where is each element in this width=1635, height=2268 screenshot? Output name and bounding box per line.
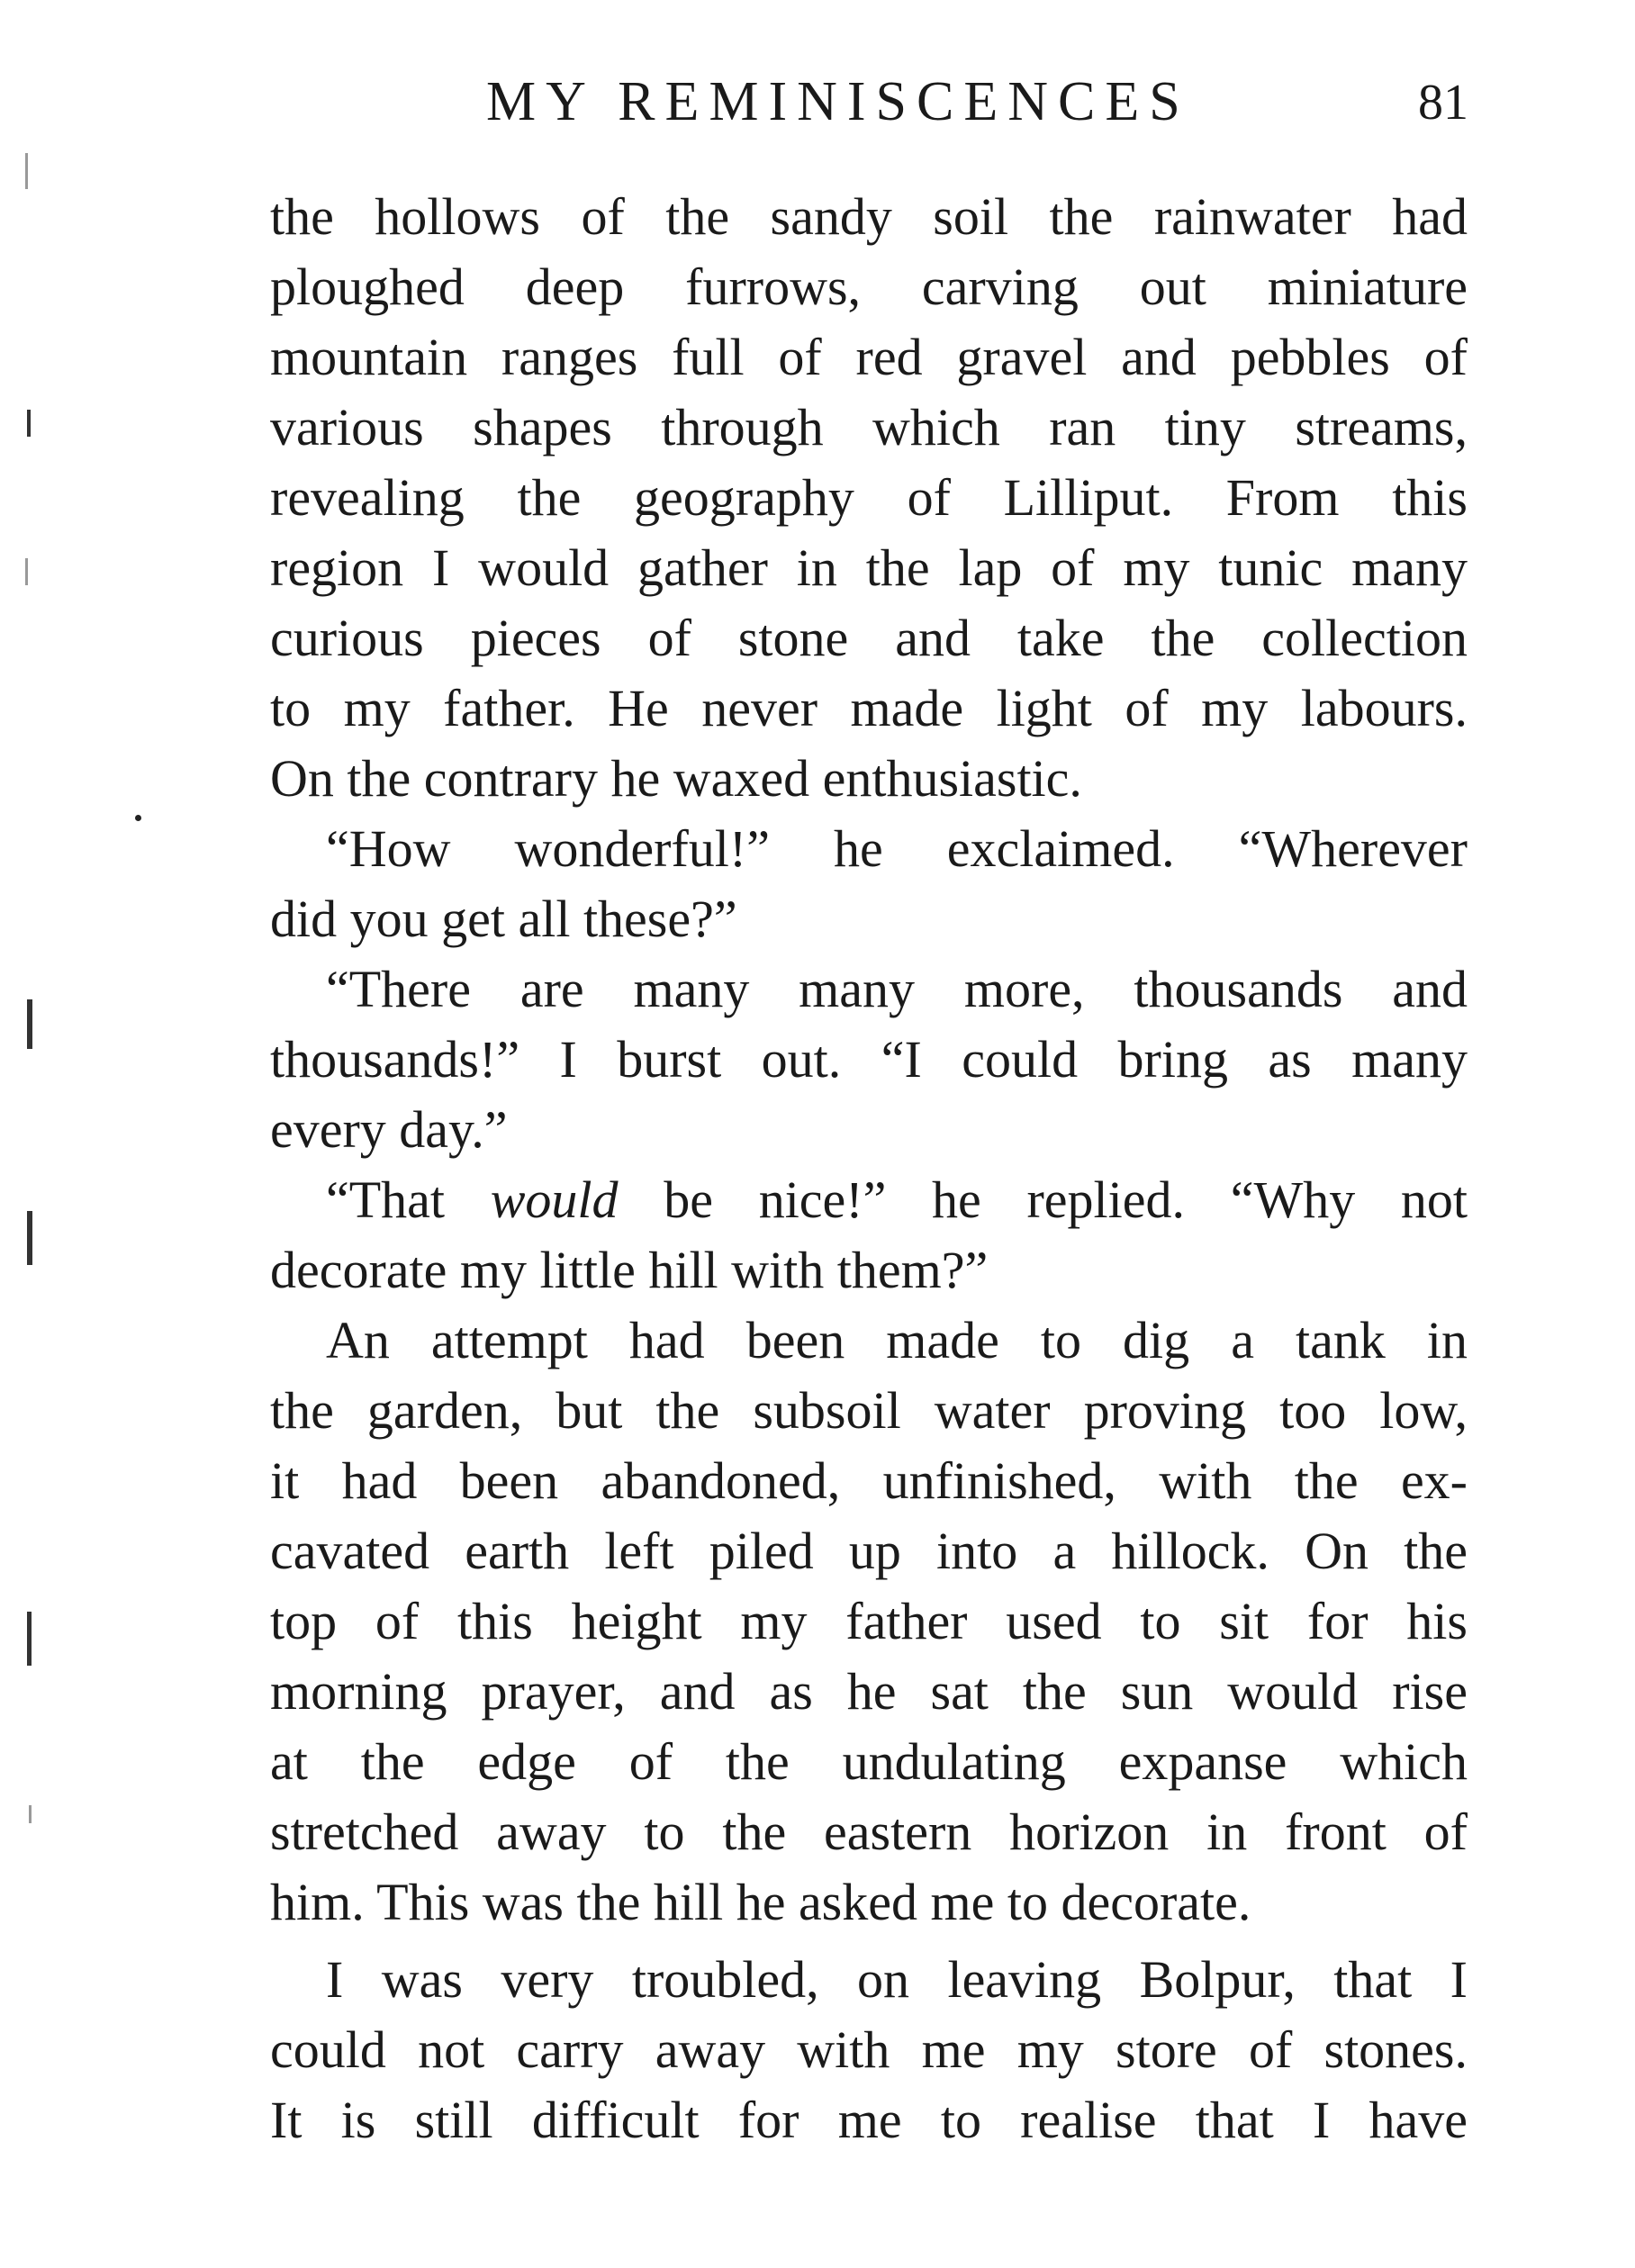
text-line: “How wonderful!” he exclaimed. “Wherever	[326, 819, 1468, 878]
text-line: morning prayer, and as he sat the sun would rise	[270, 1662, 1468, 1721]
text-line: ploughed deep furrows, carving out miniature	[270, 258, 1468, 316]
text-line: at the edge of the undulating expanse which	[270, 1732, 1468, 1791]
text-line: “There are many many more, thousands and	[326, 960, 1468, 1018]
text-line: stretched away to the eastern horizon in front of	[270, 1803, 1468, 1861]
margin-mark	[25, 153, 28, 189]
text-line: I was very troubled, on leaving Bolpur, that I	[326, 1950, 1468, 2009]
text-segment: be nice!” he replied. “Why not	[664, 1170, 1468, 1229]
text-line: On the contrary he waxed enthusiastic.	[270, 749, 1082, 808]
text-line: the garden, but the subsoil water proving too low,	[270, 1381, 1468, 1440]
text-line	[270, 1165, 1468, 1235]
text-line: him. This was the hill he asked me to decorate.	[270, 1873, 1251, 1931]
running-title: MY REMINISCENCES	[486, 71, 1190, 132]
page-number: 81	[1418, 75, 1468, 131]
margin-mark	[27, 410, 31, 437]
text-line: top of this height my father used to sit for his	[270, 1592, 1468, 1650]
text-line: cavated earth left piled up into a hillock. On the	[270, 1522, 1468, 1580]
margin-mark	[29, 1805, 32, 1823]
body-text	[270, 182, 1468, 2155]
text-line: revealing the geography of Lilliput. From this	[270, 468, 1468, 527]
italic-word: would	[490, 1170, 619, 1229]
margin-mark	[27, 1612, 32, 1666]
text-line: every day.”	[270, 1100, 508, 1159]
text-line: could not carry away with me my store of stones.	[270, 2020, 1468, 2079]
margin-mark	[27, 999, 32, 1049]
text-line: the hollows of the sandy soil the rainwater had	[270, 187, 1468, 246]
text-line: various shapes through which ran tiny streams,	[270, 398, 1468, 456]
text-line: An attempt had been made to dig a tank in	[326, 1311, 1468, 1369]
text-segment: “That	[326, 1170, 446, 1229]
text-line: mountain ranges full of red gravel and pebbles of	[270, 328, 1468, 386]
text-line: curious pieces of stone and take the collection	[270, 609, 1468, 667]
text-line: did you get all these?”	[270, 890, 737, 948]
text-line: decorate my little hill with them?”	[270, 1241, 989, 1299]
margin-speck	[135, 815, 141, 821]
text-line: thousands!” I burst out. “I could bring as many	[270, 1030, 1468, 1089]
margin-mark	[25, 558, 28, 585]
text-line: to my father. He never made light of my labours.	[270, 679, 1468, 737]
text-line: It is still difficult for me to realise that I have	[270, 2091, 1468, 2149]
margin-mark	[27, 1211, 32, 1265]
text-line: region I would gather in the lap of my tunic many	[270, 538, 1468, 597]
text-line: it had been abandoned, unfinished, with the ex-	[270, 1451, 1468, 1510]
